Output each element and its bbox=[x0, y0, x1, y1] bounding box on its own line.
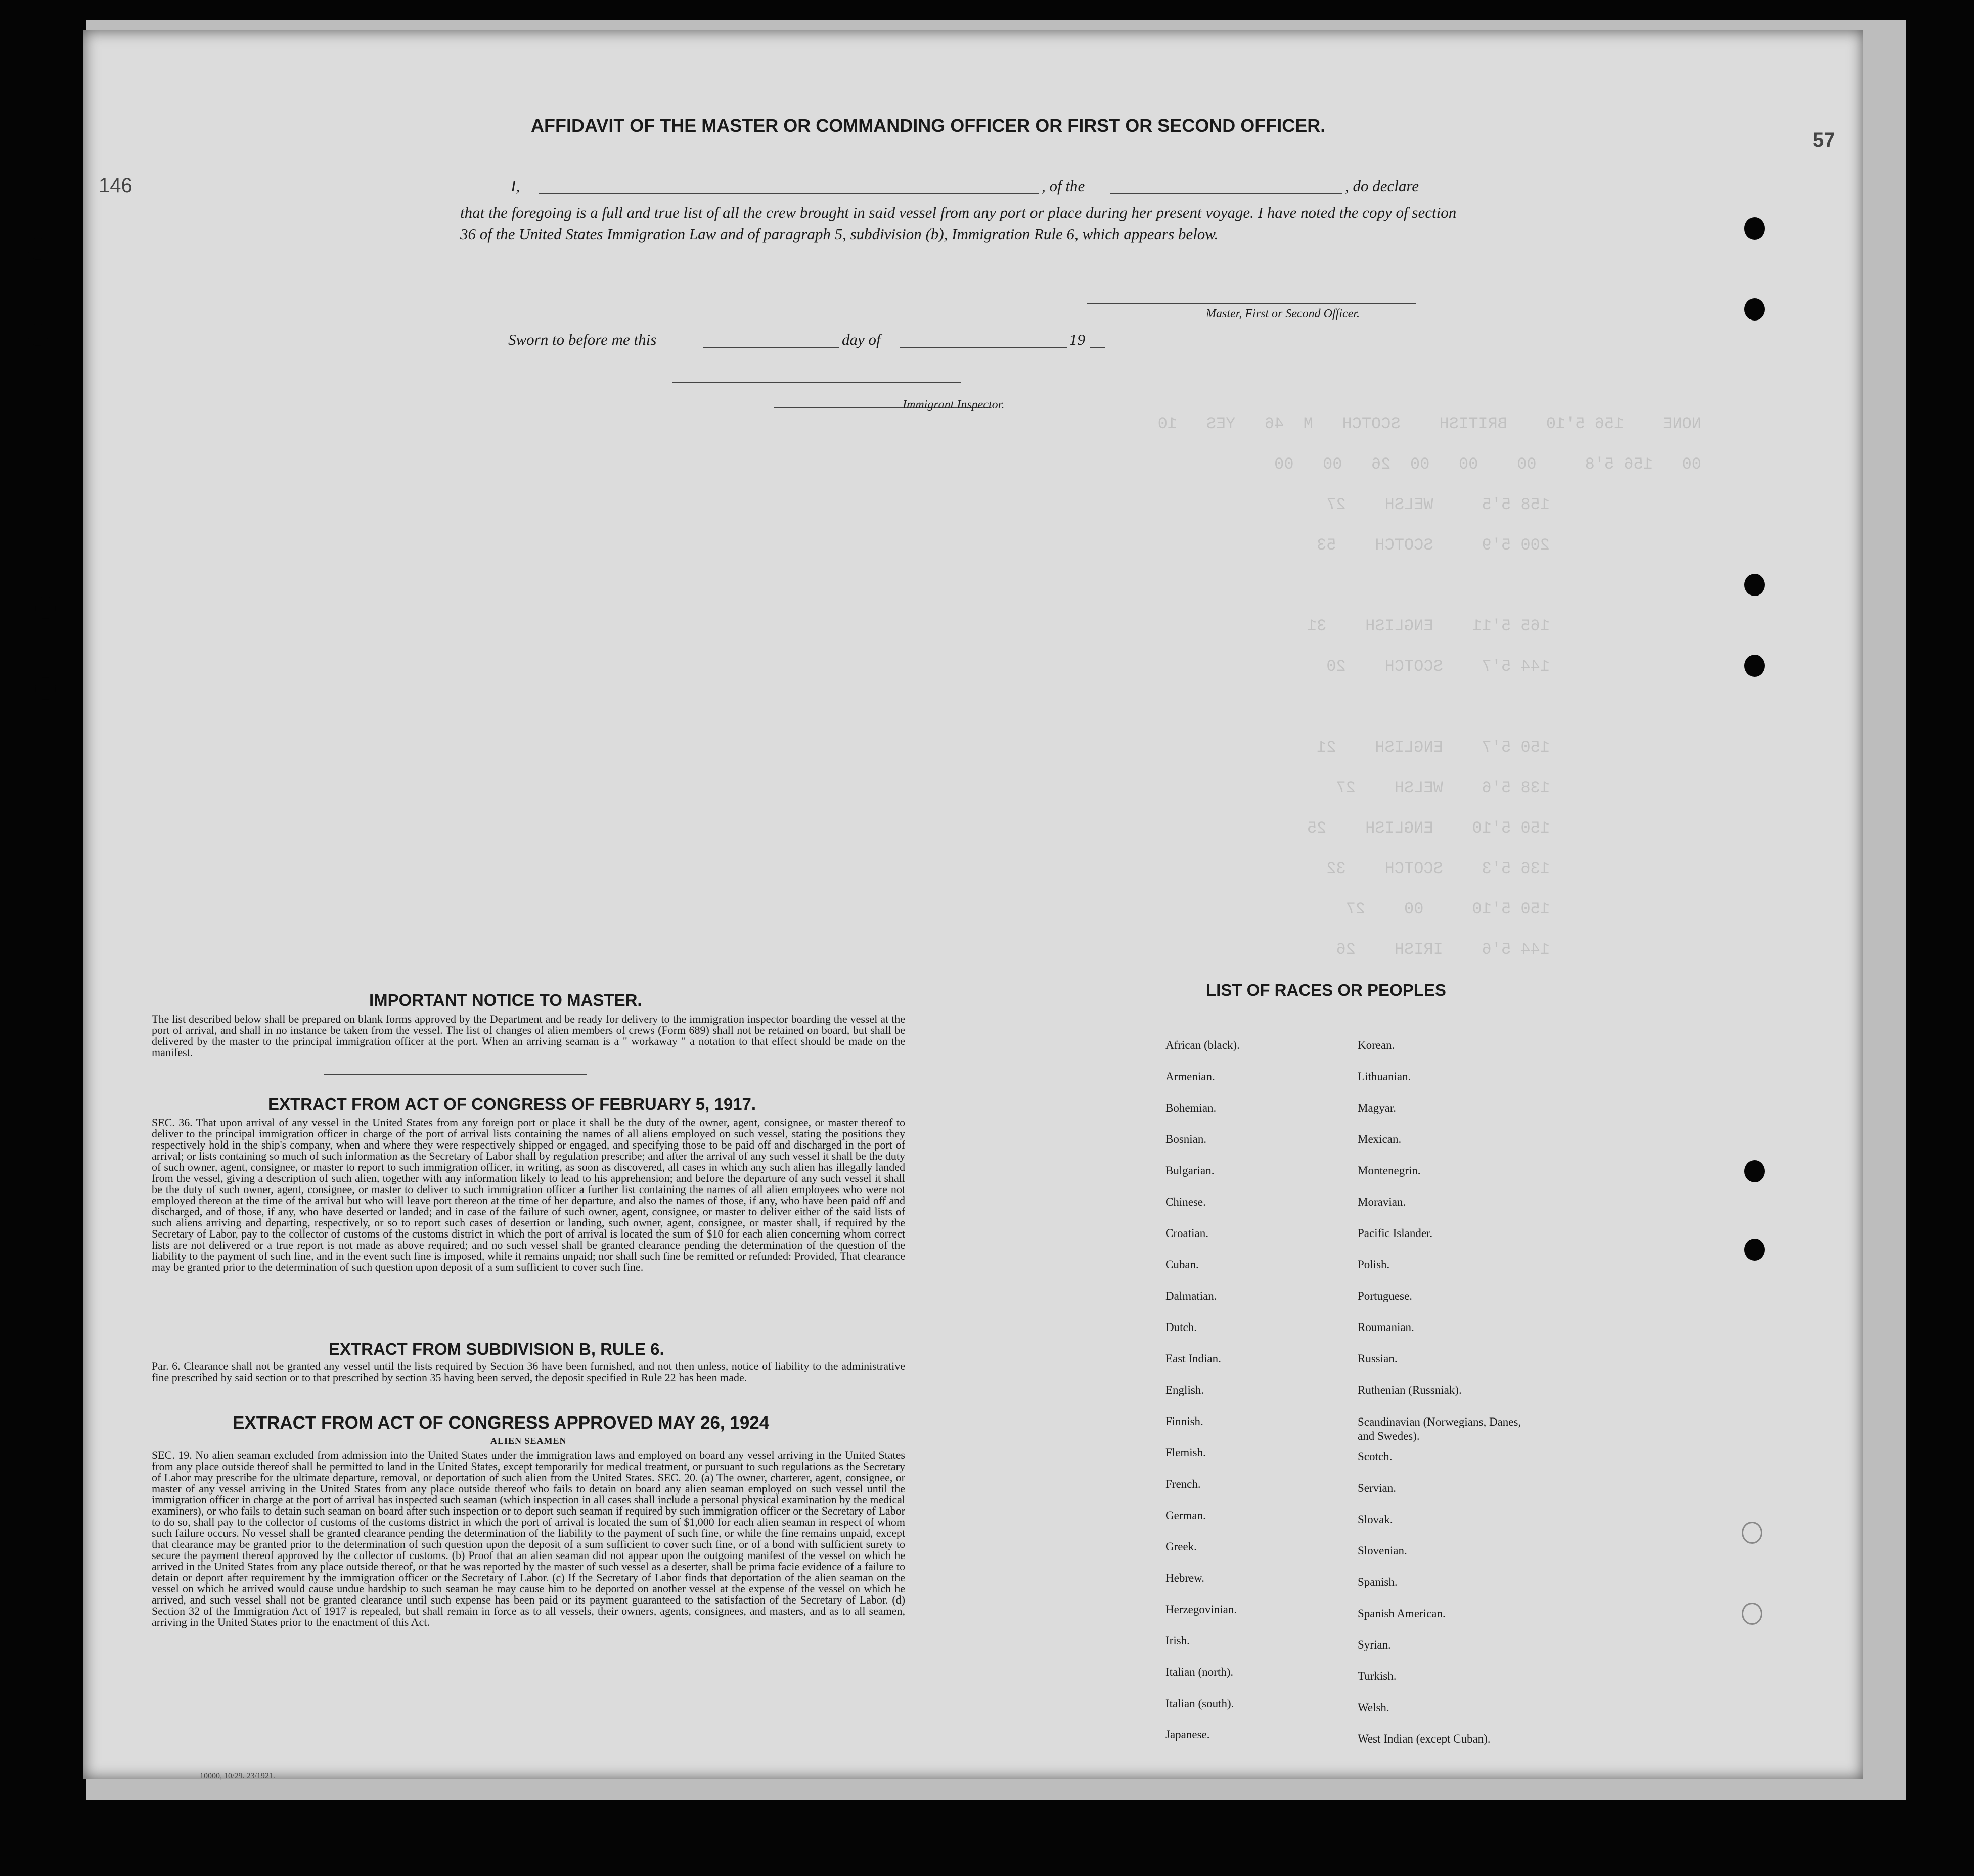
race-german: German. bbox=[1165, 1509, 1206, 1522]
binder-hole bbox=[1744, 1160, 1765, 1182]
race-mexican: Mexican. bbox=[1358, 1133, 1402, 1146]
day-of-label: day of bbox=[842, 331, 881, 348]
sworn-year-line bbox=[1090, 347, 1105, 348]
affidavit-title: AFFIDAVIT OF THE MASTER OR COMMANDING OFFICER OR FIRST OR SECOND OFFICER. bbox=[531, 115, 1326, 136]
divider-1 bbox=[324, 1074, 587, 1075]
extract-rule6-text: Par. 6. Clearance shall not be granted any vessel until the lists required by Section 36 have been furnished, and not then unless, notice of liability to the administrative fine prescribed by said section or to that prescribed by section 35 having been served, the deposit specified in Rule 22 has been made. bbox=[152, 1360, 905, 1384]
binding-hole-left bbox=[28, 238, 48, 260]
race-scandinavian: Scandinavian (Norwegians, Danes, and Swedes). bbox=[1358, 1415, 1521, 1442]
race-moravian: Moravian. bbox=[1358, 1196, 1406, 1208]
race-armenian: Armenian. bbox=[1165, 1070, 1215, 1083]
master-label: Master, First or Second Officer. bbox=[1206, 307, 1360, 321]
sworn-label: Sworn to before me this bbox=[508, 331, 657, 348]
document-page bbox=[83, 30, 1863, 1779]
race-magyar: Magyar. bbox=[1358, 1102, 1397, 1114]
race-croatian: Croatian. bbox=[1165, 1227, 1208, 1240]
race-slovak: Slovak. bbox=[1358, 1513, 1393, 1526]
race-montenegrin: Montenegrin. bbox=[1358, 1164, 1421, 1177]
race-pacific-islander: Pacific Islander. bbox=[1358, 1227, 1433, 1240]
race-russian: Russian. bbox=[1358, 1352, 1398, 1365]
race-italian-south: Italian (south). bbox=[1165, 1697, 1234, 1710]
race-korean: Korean. bbox=[1358, 1039, 1395, 1051]
race-spanish: Spanish. bbox=[1358, 1576, 1398, 1588]
race-east-indian: East Indian. bbox=[1165, 1352, 1221, 1365]
race-spanish-american: Spanish American. bbox=[1358, 1607, 1446, 1620]
binder-hole bbox=[1744, 1239, 1765, 1261]
race-scotch: Scotch. bbox=[1358, 1450, 1393, 1463]
form-footer: 10000, 10/29. 23/1921. bbox=[200, 1772, 275, 1780]
race-lithuanian: Lithuanian. bbox=[1358, 1070, 1411, 1083]
race-italian-north: Italian (north). bbox=[1165, 1666, 1234, 1678]
year-label: 19 bbox=[1069, 331, 1085, 348]
binder-hole bbox=[1744, 655, 1765, 677]
sworn-month-line bbox=[900, 347, 1067, 348]
race-portuguese: Portuguese. bbox=[1358, 1290, 1412, 1302]
inspector-signature-line-1 bbox=[672, 382, 961, 383]
race-bulgarian: Bulgarian. bbox=[1165, 1164, 1215, 1177]
race-greek: Greek. bbox=[1165, 1540, 1197, 1553]
vessel-blank-line bbox=[1110, 193, 1342, 194]
race-chinese: Chinese. bbox=[1165, 1196, 1206, 1208]
affidavit-i: I, bbox=[511, 177, 520, 195]
race-servian: Servian. bbox=[1358, 1482, 1397, 1494]
master-signature-line bbox=[1087, 303, 1416, 304]
race-finnish: Finnish. bbox=[1165, 1415, 1203, 1428]
affidavit-declare: , do declare bbox=[1345, 177, 1419, 195]
race-dalmatian: Dalmatian. bbox=[1165, 1290, 1217, 1302]
notice-title: IMPORTANT NOTICE TO MASTER. bbox=[369, 991, 642, 1010]
race-west-indian: West Indian (except Cuban). bbox=[1358, 1732, 1491, 1745]
binder-hole-empty bbox=[1742, 1522, 1762, 1544]
extract-1917-text: SEC. 36. That upon arrival of any vessel in the United States from any foreign port or place it shall be the duty of the owner, agent, consignee, or master thereof to deliver to the principal immigration officer in charge of the port of arrival lists containing the names of all aliens employed on such vessel, stating the positions they respectively hold in the ship's company, when and where they were respectively shipped or engaged, and specifying those to be paid off and discharged in the port of arrival; or lists containing so much of such information as the Secretary of Labor shall by regulation prescribe; and after the arrival of any such vessel it shall be the duty of such owner, agent, consignee, or master to report to such immigration officer, in writing, as soon as discovered, all cases in which any such alien has illegally landed from the vessel, giving a description of such alien, together with any information likely to lead to his apprehension; and before the departure of any such vessel it shall be the duty of such owner, agent, consignee, or master to deliver to such immigration officer a further list containing the names of all alien employees who were not employed thereon at the time of the arrival but who will leave port thereon at the time of her departure, and also the names of those, if any, who have been paid off and discharged, and of those, if any, who have deserted or landed; and in case of the failure of such owner, agent, consignee, or master to deliver either of the said lists of such aliens arriving and departing, respectively, or so to report such cases of desertion or landing, such owner, agent, consignee, or master shall, if required by the Secretary of Labor, pay to the collector of customs of the customs district in which the port of arrival is located the sum of $10 for each alien concerning whom correct lists are not delivered or a true report is not made as above required; and no such vessel shall be granted clearance pending the determination of the question of the liability to the payment of such fine, and in the event such fine is imposed, while it remains unpaid; nor shall such fine be remitted or refunded: Provided, That clearance may be granted prior to the determination of such question upon deposit of a sum sufficient to cover such fine. bbox=[152, 1116, 905, 1273]
race-slovenian: Slovenian. bbox=[1358, 1544, 1407, 1557]
extract-1924-text: SEC. 19. No alien seaman excluded from admission into the United States under the immigration laws and employed on board any vessel arriving in the United States from any place outside thereof shall be permitted to land in the United States, except temporarily for medical treatment, or pursuant to such regulations as the Secretary of Labor may prescribe for the ultimate departure, removal, or deportation of such alien from the United States. SEC. 20. (a) The owner, charterer, agent, consignee, or master of any vessel arriving in the United States from any place outside thereof who fails to detain on board any alien seaman employed on such vessel until the immigration officer in charge at the port of arrival has inspected such seaman (which inspection in all cases shall include a personal physical examination by the medical examiners), or who fails to detain such seaman on board after such inspection or to deport such seaman if required by such immigration officer or the Secretary of Labor to do so, shall pay to the collector of customs of the customs district in which the port of arrival is located the sum of $1,000 for each alien seaman in respect of whom such failure occurs. No vessel shall be granted clearance pending the determination of the liability to the payment of such fine, or while the fine remains unpaid, except that clearance may be granted prior to the determination of such question upon the deposit of a sum sufficient to cover such fine, or of a bond with sufficient surety to secure the payment thereof approved by the collector of customs. (b) Proof that an alien seaman did not appear upon the outgoing manifest of the vessel on which he arrived in the United States from any place outside thereof, or that he was reported by the master of such vessel as a deserter, shall be prima facie evidence of a failure to detain or deport after requirement by the immigration officer or the Secretary of Labor. (c) If the Secretary of Labor finds that deportation of the alien seaman on the vessel on which he arrived would cause undue hardship to such seaman he may cause him to be deported on another vessel at the expense of the vessel on which he arrived, and such vessel shall not be granted clearance until such expense has been paid or its payment guaranteed to the satisfaction of the Secretary of Labor. (d) Section 32 of the Immigration Act of 1917 is repealed, but shall remain in force as to all vessels, their owners, agents, consignees, and masters, and as to all seamen, arriving in the United States prior to the enactment of this Act. bbox=[152, 1449, 905, 1628]
page-number-right: 57 bbox=[1813, 129, 1835, 151]
race-japanese: Japanese. bbox=[1165, 1728, 1210, 1741]
race-english: English. bbox=[1165, 1384, 1204, 1396]
race-polish: Polish. bbox=[1358, 1258, 1390, 1271]
race-herzegovinian: Herzegovinian. bbox=[1165, 1603, 1237, 1616]
name-blank-line bbox=[539, 193, 1039, 194]
races-title: LIST OF RACES OR PEOPLES bbox=[1206, 981, 1446, 999]
affidavit-of-the: , of the bbox=[1042, 177, 1085, 195]
page-number-left: 146 bbox=[99, 174, 132, 197]
extract-1924-title: EXTRACT FROM ACT OF CONGRESS APPROVED MAY 26, 1924 bbox=[233, 1413, 770, 1433]
race-bohemian: Bohemian. bbox=[1165, 1102, 1217, 1114]
binder-hole-empty bbox=[1742, 1603, 1762, 1625]
notice-text: The list described below shall be prepared on blank forms approved by the Department and be ready for delivery to the immigration inspector boarding the vessel at the port of arrival, and shall in no instance be taken from the vessel. The list of changes of alien members of crews (Form 689) shall not be retained on board, but shall be delivered by the master to the principal immigration officer at the port. When an arriving seaman is a " workaway " a notation to that effect should be made on the manifest. bbox=[152, 1013, 905, 1059]
binding-hole-left bbox=[35, 597, 56, 619]
bleed-through-text: NONE 156 5'10 BRITISH SCOTCH M 46 YES 10 00 156 5'8 00 00 00 26 00 00 158 5'5 WELSH 27 200 5'9 SCOTCH 53 165 5'11 ENGLISH 31 144 5'7 SCOTCH 20 150 5'7 ENGLISH 21 138 5'6 WELSH 27 150 5'10 ENGLISH 25 136 5'3 SCOTCH 32 150 5'10 00 27 144 5'6 IRISH 26 bbox=[1157, 415, 1701, 959]
extract-rule6-title: EXTRACT FROM SUBDIVISION B, RULE 6. bbox=[329, 1340, 664, 1358]
race-irish: Irish. bbox=[1165, 1634, 1190, 1647]
extract-1924-subtitle: ALIEN SEAMEN bbox=[490, 1436, 567, 1446]
race-ruthenian: Ruthenian (Russniak). bbox=[1358, 1384, 1462, 1396]
race-roumanian: Roumanian. bbox=[1358, 1321, 1414, 1334]
inspector-label: Immigrant Inspector. bbox=[903, 398, 1005, 411]
race-dutch: Dutch. bbox=[1165, 1321, 1197, 1334]
race-syrian: Syrian. bbox=[1358, 1638, 1391, 1651]
binder-hole bbox=[1744, 574, 1765, 596]
binder-hole bbox=[1744, 217, 1765, 240]
race-african: African (black). bbox=[1165, 1039, 1240, 1051]
race-turkish: Turkish. bbox=[1358, 1670, 1397, 1682]
affidavit-body: that the foregoing is a full and true list of all the crew brought in said vessel from any port or place during her present voyage. I have noted the copy of section 36 of the United States Immigration Law and of paragraph 5, subdivision (b), Immigration Rule 6, which appears below. bbox=[460, 204, 1457, 243]
binder-hole bbox=[1744, 298, 1765, 321]
race-hebrew: Hebrew. bbox=[1165, 1572, 1205, 1584]
race-flemish: Flemish. bbox=[1165, 1446, 1206, 1459]
extract-1917-title: EXTRACT FROM ACT OF CONGRESS OF FEBRUARY 5, 1917. bbox=[268, 1094, 756, 1113]
race-cuban: Cuban. bbox=[1165, 1258, 1199, 1271]
binding-hole-left bbox=[35, 677, 56, 700]
sworn-day-line bbox=[703, 347, 839, 348]
race-welsh: Welsh. bbox=[1358, 1701, 1389, 1714]
race-french: French. bbox=[1165, 1478, 1201, 1490]
race-bosnian: Bosnian. bbox=[1165, 1133, 1207, 1146]
binding-hole-left bbox=[28, 324, 48, 346]
